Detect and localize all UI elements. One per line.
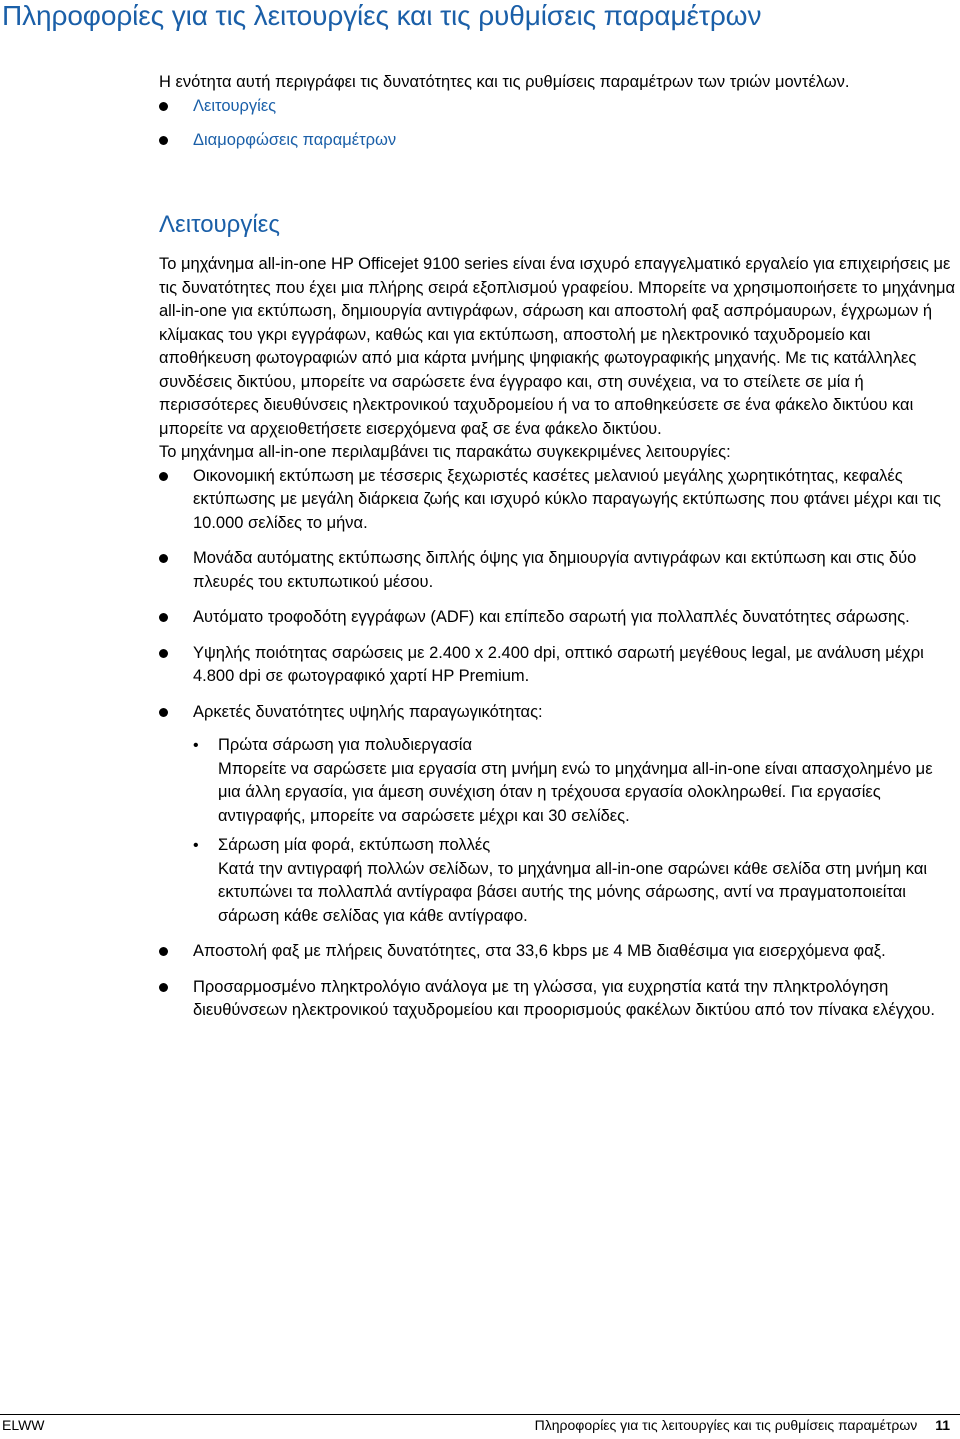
- feature-item: [159, 940, 959, 964]
- feature-text: Υψηλής ποιότητας σαρώσεις με 2.400 x 2.400 dpi, οπτικό σαρωτή μεγέθους legal, με ανάλυση μέχρι 4.800 dpi σε φωτογραφικό χαρτί HP Premium.: [193, 643, 924, 685]
- section-paragraph: Το μηχάνημα all-in-one HP Officejet 9100 series είναι ένα ισχυρό επαγγελματικό εργαλείο για επιχειρήσεις με τις δυνατότητες που έχει μια πλήρης σειρά εξοπλισμού γραφείου. Μπορείτε να χρησιμοποιήσετε το μηχάνημα all-in-one για εκτύπωση, δημιουργία αντιγράφων, σάρωση και αποστολή φαξ ασπρόμαυρων, έγχρωμων ή κλίμακας του γκρι εγγράφων, καθώς και για εκτύπωση, αποστολή με ηλεκτρονικό ταχυδρομείο και αποθήκευση φωτογραφιών από μια κάρτα μνήμης ψηφιακής φωτογραφικής μηχανής. Με τις κατάλληλες συνδέσεις δικτύου, μπορείτε να σαρώσετε ένα έγγραφο και, στη συνέχεια, να το στείλετε σε μία ή περισσότερες διευθύνσεις ηλεκτρονικού ταχυδρομείου ή να το αποθηκεύσετε σε ένα φάκελο δικτύου και μπορείτε να αρχειοθετήσετε εισερχόμενα φαξ σε ένα φάκελο δικτύου.: [159, 255, 955, 438]
- sub-feature-item: [193, 734, 959, 828]
- sub-feature-item: [193, 834, 959, 928]
- feature-text: Αυτόματο τροφοδότη εγγράφων (ADF) και επίπεδο σαρωτή για πολλαπλές δυνατότητες σάρωσης.: [193, 608, 910, 626]
- bullet-icon: [159, 102, 168, 111]
- intro-paragraph: Η ενότητα αυτή περιγράφει τις δυνατότητες και τις ρυθμίσεις παραμέτρων των τριών μοντέλων.: [159, 73, 850, 91]
- bullet-icon: [159, 554, 168, 563]
- sub-feature-text: Κατά την αντιγραφή πολλών σελίδων, το μηχάνημα all-in-one σαρώνει κάθε σελίδα στη μνήμη και εκτυπώνει τα πολλαπλά αντίγραφα βάσει αυτής της μόνης σάρωσης, αντί να πραγματοποιείται σάρωση κάθε σελίδας για κάθε αντίγραφο.: [218, 859, 928, 925]
- bullet-icon: [159, 947, 168, 956]
- footer-doc-code: ELWW: [2, 1417, 45, 1433]
- bullet-icon: [159, 136, 168, 145]
- page-title: Πληροφορίες για τις λειτουργίες και τις ρυθμίσεις παραμέτρων: [2, 0, 762, 31]
- sub-feature-text: Μπορείτε να σαρώσετε μια εργασία στη μνήμη ενώ το μηχάνημα all-in-one είναι απασχολημένο με μια άλλη εργασία, για άμεση συνέχιση όταν η τρέχουσα εργασία ολοκληρωθεί. Για εργασίες αντιγραφής, μπορείτε να σαρώσετε μέχρι και 30 σελίδες.: [218, 759, 933, 825]
- feature-item: [159, 642, 959, 689]
- feature-item: [159, 976, 959, 1023]
- page-footer: [0, 1414, 960, 1439]
- toc-link-label: Διαμορφώσεις παραμέτρων: [193, 131, 397, 149]
- bullet-icon: [159, 649, 168, 658]
- small-bullet-icon: •: [193, 837, 199, 854]
- bullet-icon: [159, 983, 168, 992]
- sub-feature-title: Πρώτα σάρωση για πολυδιεργασία: [218, 736, 472, 754]
- feature-text: Μονάδα αυτόματης εκτύπωσης διπλής όψης για δημιουργία αντιγράφων και εκτύπωση και στις δύο πλευρές του εκτυπωτικού μέσου.: [193, 549, 917, 591]
- page-content: [159, 71, 959, 1035]
- feature-item: [159, 547, 959, 594]
- page-number: 11: [935, 1417, 950, 1433]
- feature-item: [159, 606, 959, 630]
- small-bullet-icon: •: [193, 737, 199, 754]
- footer-chapter: [535, 1417, 950, 1433]
- bullet-icon: [159, 708, 168, 717]
- feature-item: [159, 465, 959, 536]
- toc-link-label: Λειτουργίες: [193, 96, 277, 115]
- toc-link-features[interactable]: [159, 95, 959, 119]
- toc-list: [159, 95, 959, 153]
- features-intro: Το μηχάνημα all-in-one περιλαμβάνει τις παρακάτω συγκεκριμένες λειτουργίες:: [159, 443, 731, 461]
- sub-features-list: [193, 734, 959, 928]
- feature-item: [159, 701, 959, 929]
- footer-chapter-title: Πληροφορίες για τις λειτουργίες και τις ρυθμίσεις παραμέτρων: [534, 1417, 918, 1433]
- feature-text: Οικονομική εκτύπωση με τέσσερις ξεχωριστές κασέτες μελανιού μεγάλης χωρητικότητας, κεφαλές εκτύπωσης με μεγάλη διάρκεια ζωής και ισχυρό κύκλο παραγωγής εκτύπωσης που φτάνει μέχρι και τις 10.000 σελίδες το μήνα.: [193, 466, 941, 532]
- bullet-icon: [159, 472, 168, 481]
- section-heading: Λειτουργίες: [159, 210, 280, 238]
- feature-text: Αποστολή φαξ με πλήρεις δυνατότητες, στα 33,6 kbps με 4 MB διαθέσιμα για εισερχόμενα φαξ.: [193, 942, 886, 960]
- feature-text: Προσαρμοσμένο πληκτρολόγιο ανάλογα με τη γλώσσα, για ευχρηστία κατά την πληκτρολόγηση διευθύνσεων ηλεκτρονικού ταχυδρομείου και προορισμούς φακέλων δικτύου από τον πίνακα ελέγχου.: [193, 977, 935, 1019]
- bullet-icon: [159, 613, 168, 622]
- feature-text: Αρκετές δυνατότητες υψηλής παραγωγικότητας:: [193, 702, 543, 721]
- features-list: [159, 465, 959, 1023]
- sub-feature-title: Σάρωση μία φορά, εκτύπωση πολλές: [218, 836, 491, 854]
- toc-link-configurations[interactable]: [159, 129, 959, 153]
